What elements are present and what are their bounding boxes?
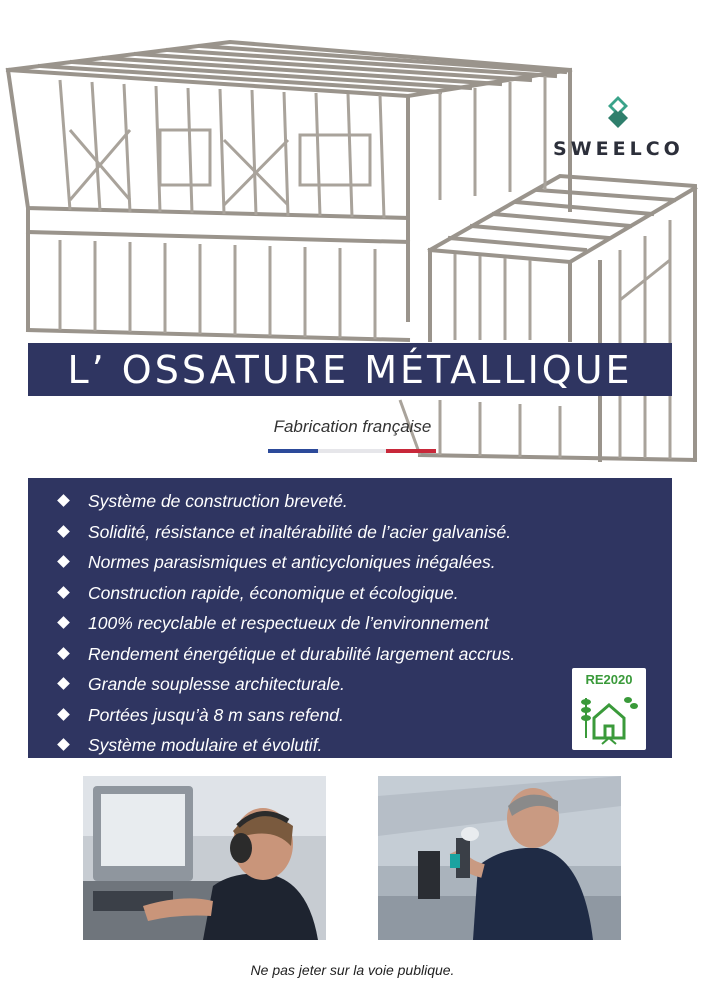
re2020-label: RE2020 bbox=[585, 672, 633, 687]
feature-item bbox=[28, 669, 515, 700]
footer-notice: Ne pas jeter sur la voie publique. bbox=[250, 962, 455, 978]
flag-red-stripe bbox=[386, 449, 436, 453]
diamond-bullet-icon bbox=[57, 494, 70, 507]
feature-text: Construction rapide, économique et écologique. bbox=[88, 582, 459, 603]
brand-logo bbox=[553, 92, 683, 164]
diamond-bullet-icon bbox=[57, 647, 70, 660]
feature-item bbox=[28, 547, 515, 578]
brand-name: SWEELCO bbox=[553, 138, 684, 160]
feature-item bbox=[28, 608, 515, 639]
steel-frame-illustration bbox=[0, 0, 705, 470]
features-list bbox=[28, 486, 515, 761]
feature-item bbox=[28, 486, 515, 517]
photo-worker-drilling bbox=[378, 776, 621, 940]
feature-item bbox=[28, 639, 515, 670]
photo-operator-computer bbox=[83, 776, 326, 940]
flag-blue-stripe bbox=[268, 449, 318, 453]
diamond-bullet-icon bbox=[57, 586, 70, 599]
feature-text: Portées jusqu’à 8 m sans refend. bbox=[88, 704, 344, 725]
feature-item bbox=[28, 700, 515, 731]
title-band bbox=[28, 343, 672, 396]
diamond-bullet-icon bbox=[57, 525, 70, 538]
feature-text: Système modulaire et évolutif. bbox=[88, 735, 323, 755]
feature-text: Rendement énergétique et durabilité largement accrus. bbox=[88, 643, 516, 664]
diamond-bullet-icon bbox=[57, 738, 70, 751]
feature-text: Système de construction breveté. bbox=[88, 491, 348, 511]
diamond-bullet-icon bbox=[57, 708, 70, 721]
re2020-badge bbox=[572, 668, 646, 750]
page-title: L’ OSSATURE MÉTALLIQUE bbox=[67, 347, 633, 392]
feature-text: Solidité, résistance et inaltérabilité de l’acier galvanisé. bbox=[88, 521, 512, 542]
feature-item bbox=[28, 730, 515, 761]
flag-white-stripe bbox=[318, 449, 386, 453]
diamond-bullet-icon bbox=[57, 677, 70, 690]
sweelco-emblem-icon bbox=[598, 92, 638, 132]
feature-text: Normes parasismiques et anticycloniques inégalées. bbox=[88, 552, 496, 572]
diamond-bullet-icon bbox=[57, 555, 70, 568]
feature-item bbox=[28, 517, 515, 548]
feature-item bbox=[28, 578, 515, 609]
feature-text: 100% recyclable et respectueux de l’environnement bbox=[88, 613, 489, 633]
eco-house-icon bbox=[572, 688, 646, 750]
subtitle: Fabrication française bbox=[273, 417, 432, 436]
feature-text: Grande souplesse architecturale. bbox=[88, 674, 345, 694]
diamond-bullet-icon bbox=[57, 616, 70, 629]
